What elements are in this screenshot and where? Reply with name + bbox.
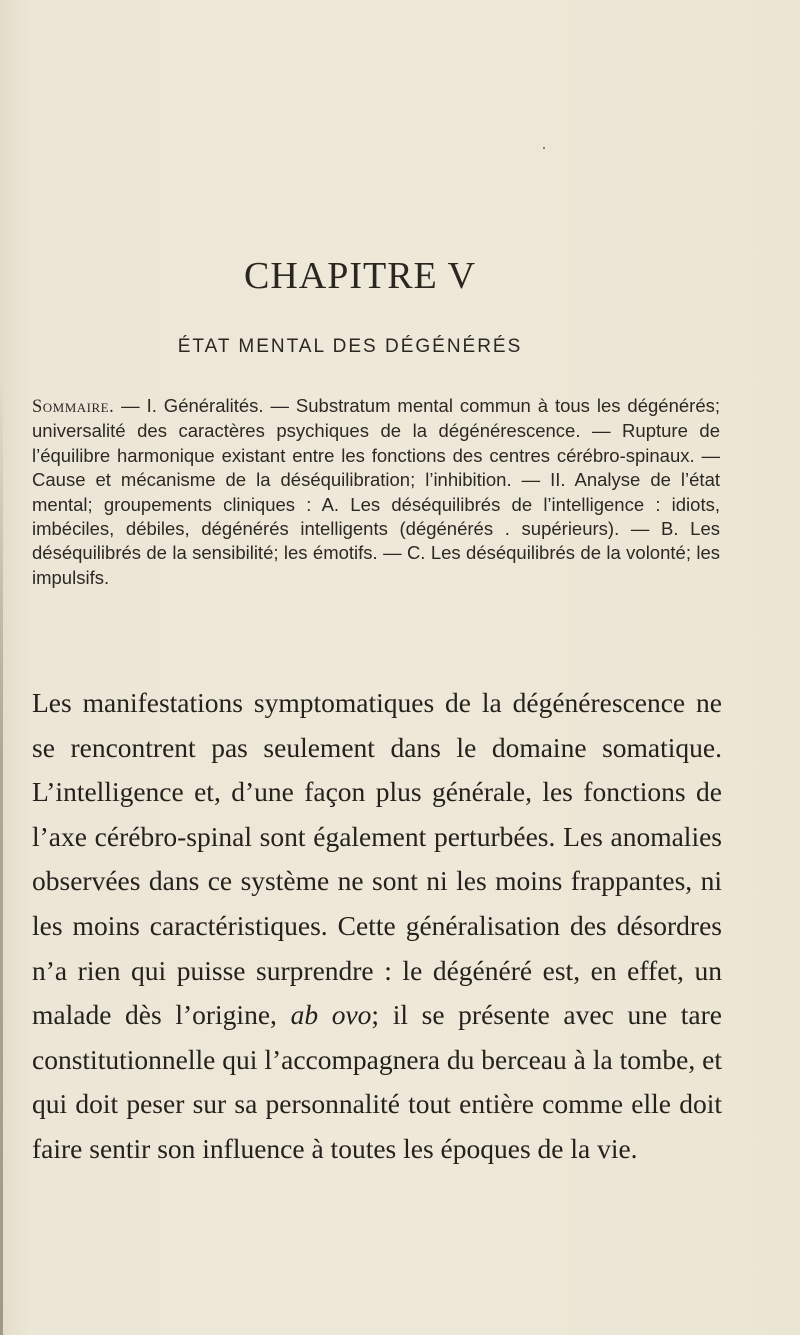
summary-text: — I. Généralités. — Substratum mental commun à tous les dégénérés; universalité des caractères psychiques de la dégénérescence. — Rupture de l’équilibre harmonique existant entre les fonctions des centres cérébro-spinaux. — Cause et mécanisme de la déséquilibration; l’inhibition. — II. Analyse de l’état mental; groupements cliniques : A. Les déséquilibrés de l’intelligence : idiots, imbéciles, débiles, dégénérés intelligents (dégénérés . supérieurs). — B. Les déséquilibrés de la sensibilité; les émotifs. — C. Les déséquilibrés de la volonté; les impulsifs. <box>32 395 720 588</box>
body-text-italic: ab ovo <box>290 999 372 1031</box>
chapter-title: CHAPITRE V <box>243 255 477 297</box>
body-paragraph <box>32 681 722 1172</box>
chapter-subtitle: ÉTAT MENTAL DES DÉGÉNÉRÉS <box>177 336 523 357</box>
body-text-part1: Les manifestations symptomatiques de la dégénérescence ne se rencontrent pas seulement dans le domaine somatique. L’intelligence et, d’une façon plus générale, les fonctions de l’axe cérébro-spinal sont également perturbées. Les anomalies observées dans ce système ne sont ni les moins frappantes, ni les moins caractéristiques. Cette généralisation des désordres n’a rien qui puisse surprendre : le dégénéré est, en effet, un malade dès l’origine, <box>32 687 722 1031</box>
page-gutter-shadow <box>0 370 3 1335</box>
chapter-summary <box>32 394 720 590</box>
body-text-part2: ; il se présente avec une tare constitutionnelle qui l’accompagnera du berceau à la tombe, et qui doit peser sur sa personnalité tout entière comme elle doit faire sentir son influence à toutes les époques de la vie. <box>32 999 723 1164</box>
paper-speck <box>543 147 545 149</box>
summary-label: Sommaire. <box>32 397 115 417</box>
